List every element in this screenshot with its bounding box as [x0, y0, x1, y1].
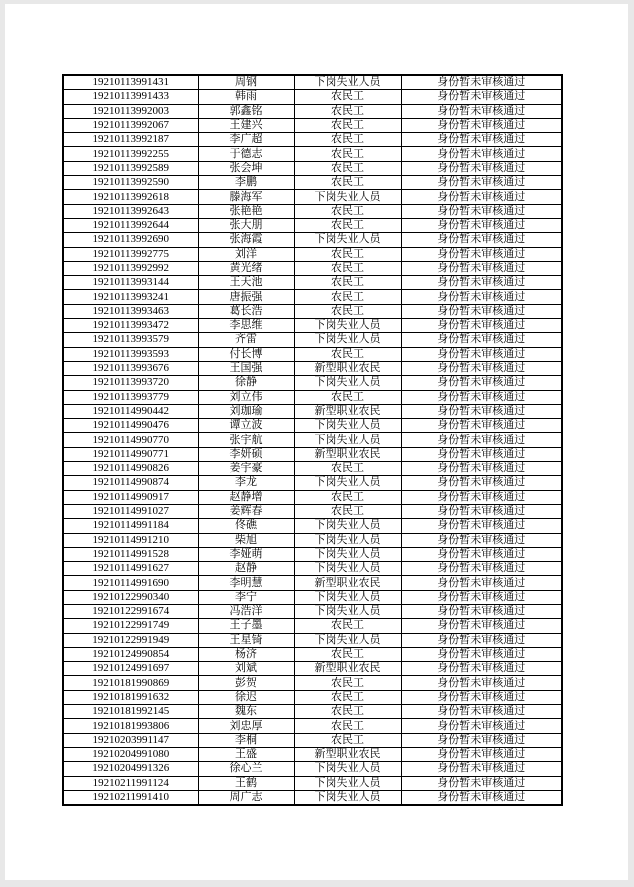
table-row — [63, 547, 562, 561]
cell-name: 李鹏 — [198, 176, 294, 190]
cell-name: 李龙 — [198, 476, 294, 490]
cell-status: 身份暂未审核通过 — [401, 519, 562, 533]
document-page — [5, 4, 628, 880]
cell-status: 身份暂未审核通过 — [401, 619, 562, 633]
cell-category: 农民工 — [294, 90, 401, 104]
cell-id: 19210204991080 — [63, 747, 198, 761]
cell-id: 19210113993463 — [63, 304, 198, 318]
table-row — [63, 276, 562, 290]
cell-category: 农民工 — [294, 719, 401, 733]
cell-id: 19210113992992 — [63, 261, 198, 275]
cell-name: 张海霞 — [198, 233, 294, 247]
table-row — [63, 390, 562, 404]
cell-category: 农民工 — [294, 304, 401, 318]
cell-name: 张艳艳 — [198, 204, 294, 218]
table-row — [63, 233, 562, 247]
cell-status: 身份暂未审核通过 — [401, 476, 562, 490]
cell-id: 19210113992590 — [63, 176, 198, 190]
cell-status: 身份暂未审核通过 — [401, 733, 562, 747]
cell-id: 19210113993579 — [63, 333, 198, 347]
table-row — [63, 533, 562, 547]
cell-id: 19210113992775 — [63, 247, 198, 261]
table-row — [63, 247, 562, 261]
cell-status: 身份暂未审核通过 — [401, 547, 562, 561]
cell-id: 19210181990869 — [63, 676, 198, 690]
cell-category: 下岗失业人员 — [294, 233, 401, 247]
cell-id: 19210181993806 — [63, 719, 198, 733]
cell-status: 身份暂未审核通过 — [401, 376, 562, 390]
table-row — [63, 376, 562, 390]
cell-status: 身份暂未审核通过 — [401, 347, 562, 361]
cell-status: 身份暂未审核通过 — [401, 633, 562, 647]
cell-id: 19210114991184 — [63, 519, 198, 533]
table-row — [63, 719, 562, 733]
cell-status: 身份暂未审核通过 — [401, 576, 562, 590]
cell-id: 19210113992690 — [63, 233, 198, 247]
cell-name: 赵静增 — [198, 490, 294, 504]
cell-status: 身份暂未审核通过 — [401, 133, 562, 147]
cell-status: 身份暂未审核通过 — [401, 790, 562, 805]
cell-category: 农民工 — [294, 490, 401, 504]
cell-id: 19210122991949 — [63, 633, 198, 647]
cell-name: 徐心兰 — [198, 762, 294, 776]
cell-status: 身份暂未审核通过 — [401, 504, 562, 518]
cell-category: 下岗失业人员 — [294, 433, 401, 447]
cell-category: 新型职业农民 — [294, 576, 401, 590]
cell-category: 下岗失业人员 — [294, 562, 401, 576]
cell-category: 农民工 — [294, 690, 401, 704]
cell-status: 身份暂未审核通过 — [401, 218, 562, 232]
cell-category: 农民工 — [294, 247, 401, 261]
cell-id: 19210114990476 — [63, 419, 198, 433]
cell-name: 刘珈瑜 — [198, 404, 294, 418]
cell-status: 身份暂未审核通过 — [401, 290, 562, 304]
cell-id: 19210113992187 — [63, 133, 198, 147]
cell-status: 身份暂未审核通过 — [401, 533, 562, 547]
cell-category: 农民工 — [294, 290, 401, 304]
cell-id: 19210114990771 — [63, 447, 198, 461]
cell-id: 19210114990770 — [63, 433, 198, 447]
cell-category: 下岗失业人员 — [294, 633, 401, 647]
cell-category: 下岗失业人员 — [294, 75, 401, 90]
cell-id: 19210204991326 — [63, 762, 198, 776]
cell-id: 19210114991690 — [63, 576, 198, 590]
cell-name: 刘斌 — [198, 662, 294, 676]
cell-name: 王国强 — [198, 361, 294, 375]
cell-status: 身份暂未审核通过 — [401, 419, 562, 433]
cell-status: 身份暂未审核通过 — [401, 75, 562, 90]
cell-category: 农民工 — [294, 733, 401, 747]
table-row — [63, 433, 562, 447]
cell-category: 下岗失业人员 — [294, 319, 401, 333]
cell-category: 下岗失业人员 — [294, 519, 401, 533]
cell-category: 农民工 — [294, 218, 401, 232]
cell-category: 农民工 — [294, 676, 401, 690]
cell-id: 19210211991410 — [63, 790, 198, 805]
cell-status: 身份暂未审核通过 — [401, 276, 562, 290]
cell-status: 身份暂未审核通过 — [401, 676, 562, 690]
cell-category: 下岗失业人员 — [294, 476, 401, 490]
cell-name: 谭立波 — [198, 419, 294, 433]
cell-status: 身份暂未审核通过 — [401, 404, 562, 418]
cell-id: 19210114991210 — [63, 533, 198, 547]
cell-category: 新型职业农民 — [294, 361, 401, 375]
table-row — [63, 576, 562, 590]
table-row — [63, 705, 562, 719]
cell-id: 19210124990854 — [63, 647, 198, 661]
cell-category: 下岗失业人员 — [294, 776, 401, 790]
cell-category: 农民工 — [294, 104, 401, 118]
cell-category: 新型职业农民 — [294, 404, 401, 418]
cell-status: 身份暂未审核通过 — [401, 204, 562, 218]
cell-id: 19210114991027 — [63, 504, 198, 518]
table-row — [63, 176, 562, 190]
cell-category: 农民工 — [294, 390, 401, 404]
table-row — [63, 404, 562, 418]
cell-category: 农民工 — [294, 147, 401, 161]
table-row — [63, 261, 562, 275]
cell-status: 身份暂未审核通过 — [401, 90, 562, 104]
table-row — [63, 662, 562, 676]
cell-category: 农民工 — [294, 204, 401, 218]
cell-status: 身份暂未审核通过 — [401, 747, 562, 761]
table-row — [63, 562, 562, 576]
table-row — [63, 747, 562, 761]
cell-status: 身份暂未审核通过 — [401, 776, 562, 790]
cell-id: 19210113992067 — [63, 118, 198, 132]
cell-category: 下岗失业人员 — [294, 419, 401, 433]
cell-name: 李宁 — [198, 590, 294, 604]
cell-id: 19210113993472 — [63, 319, 198, 333]
cell-status: 身份暂未审核通过 — [401, 104, 562, 118]
table-row — [63, 147, 562, 161]
cell-id: 19210113991431 — [63, 75, 198, 90]
cell-id: 19210113991433 — [63, 90, 198, 104]
cell-status: 身份暂未审核通过 — [401, 190, 562, 204]
cell-category: 农民工 — [294, 647, 401, 661]
cell-name: 刘忠厚 — [198, 719, 294, 733]
table-row — [63, 333, 562, 347]
cell-status: 身份暂未审核通过 — [401, 261, 562, 275]
cell-name: 葛长浩 — [198, 304, 294, 318]
cell-category: 下岗失业人员 — [294, 533, 401, 547]
cell-status: 身份暂未审核通过 — [401, 690, 562, 704]
cell-category: 新型职业农民 — [294, 662, 401, 676]
cell-id: 19210114990917 — [63, 490, 198, 504]
table-row — [63, 733, 562, 747]
cell-status: 身份暂未审核通过 — [401, 319, 562, 333]
cell-name: 杨济 — [198, 647, 294, 661]
cell-category: 新型职业农民 — [294, 447, 401, 461]
cell-name: 姜辉春 — [198, 504, 294, 518]
cell-category: 农民工 — [294, 705, 401, 719]
cell-id: 19210122990340 — [63, 590, 198, 604]
table-row — [63, 762, 562, 776]
cell-category: 农民工 — [294, 261, 401, 275]
cell-status: 身份暂未审核通过 — [401, 662, 562, 676]
cell-id: 19210181992145 — [63, 705, 198, 719]
table-row — [63, 361, 562, 375]
cell-name: 魏东 — [198, 705, 294, 719]
cell-category: 农民工 — [294, 462, 401, 476]
cell-category: 下岗失业人员 — [294, 376, 401, 390]
cell-category: 农民工 — [294, 347, 401, 361]
cell-status: 身份暂未审核通过 — [401, 647, 562, 661]
cell-id: 19210113992589 — [63, 161, 198, 175]
table-row — [63, 647, 562, 661]
table-row — [63, 676, 562, 690]
cell-name: 李妍硕 — [198, 447, 294, 461]
cell-name: 李娅萌 — [198, 547, 294, 561]
cell-status: 身份暂未审核通过 — [401, 604, 562, 618]
cell-id: 19210113993593 — [63, 347, 198, 361]
cell-id: 19210114990826 — [63, 462, 198, 476]
cell-name: 付长博 — [198, 347, 294, 361]
cell-id: 19210124991697 — [63, 662, 198, 676]
cell-name: 徐静 — [198, 376, 294, 390]
table-row — [63, 161, 562, 175]
cell-name: 赵静 — [198, 562, 294, 576]
cell-status: 身份暂未审核通过 — [401, 562, 562, 576]
cell-name: 王天池 — [198, 276, 294, 290]
table-row — [63, 619, 562, 633]
cell-id: 19210113993144 — [63, 276, 198, 290]
cell-name: 彭贺 — [198, 676, 294, 690]
cell-category: 农民工 — [294, 504, 401, 518]
cell-name: 徐迟 — [198, 690, 294, 704]
cell-status: 身份暂未审核通过 — [401, 304, 562, 318]
cell-name: 张会坤 — [198, 161, 294, 175]
table-row — [63, 604, 562, 618]
cell-name: 张大朋 — [198, 218, 294, 232]
cell-name: 王建兴 — [198, 118, 294, 132]
table-row — [63, 118, 562, 132]
cell-name: 姜宇豪 — [198, 462, 294, 476]
cell-name: 王星锜 — [198, 633, 294, 647]
cell-name: 周广志 — [198, 790, 294, 805]
cell-name: 张宇航 — [198, 433, 294, 447]
cell-name: 刘洋 — [198, 247, 294, 261]
cell-id: 19210113993241 — [63, 290, 198, 304]
cell-name: 李明慧 — [198, 576, 294, 590]
cell-id: 19210113993676 — [63, 361, 198, 375]
cell-category: 下岗失业人员 — [294, 333, 401, 347]
cell-category: 下岗失业人员 — [294, 590, 401, 604]
cell-status: 身份暂未审核通过 — [401, 161, 562, 175]
cell-id: 19210114990442 — [63, 404, 198, 418]
cell-category: 农民工 — [294, 619, 401, 633]
cell-id: 19210181991632 — [63, 690, 198, 704]
table-row — [63, 75, 562, 90]
cell-status: 身份暂未审核通过 — [401, 447, 562, 461]
table-row — [63, 90, 562, 104]
cell-category: 农民工 — [294, 161, 401, 175]
table-row — [63, 133, 562, 147]
cell-category: 农民工 — [294, 133, 401, 147]
table-row — [63, 204, 562, 218]
cell-name: 李桐 — [198, 733, 294, 747]
table-row — [63, 290, 562, 304]
cell-name: 韩雨 — [198, 90, 294, 104]
cell-category: 农民工 — [294, 276, 401, 290]
table-row — [63, 590, 562, 604]
table-row — [63, 790, 562, 805]
cell-status: 身份暂未审核通过 — [401, 176, 562, 190]
cell-name: 黄光绪 — [198, 261, 294, 275]
cell-category: 下岗失业人员 — [294, 547, 401, 561]
cell-category: 下岗失业人员 — [294, 762, 401, 776]
cell-category: 农民工 — [294, 176, 401, 190]
cell-id: 19210113992644 — [63, 218, 198, 232]
cell-category: 新型职业农民 — [294, 747, 401, 761]
cell-status: 身份暂未审核通过 — [401, 590, 562, 604]
cell-name: 滕海军 — [198, 190, 294, 204]
cell-id: 19210114991627 — [63, 562, 198, 576]
records-table-body — [63, 75, 562, 805]
cell-status: 身份暂未审核通过 — [401, 762, 562, 776]
table-row — [63, 190, 562, 204]
cell-name: 齐雷 — [198, 333, 294, 347]
cell-category: 下岗失业人员 — [294, 190, 401, 204]
table-row — [63, 490, 562, 504]
table-row — [63, 419, 562, 433]
cell-name: 周钢 — [198, 75, 294, 90]
table-row — [63, 447, 562, 461]
cell-id: 19210122991749 — [63, 619, 198, 633]
cell-status: 身份暂未审核通过 — [401, 118, 562, 132]
cell-status: 身份暂未审核通过 — [401, 719, 562, 733]
cell-status: 身份暂未审核通过 — [401, 390, 562, 404]
table-row — [63, 476, 562, 490]
cell-status: 身份暂未审核通过 — [401, 361, 562, 375]
table-row — [63, 519, 562, 533]
cell-status: 身份暂未审核通过 — [401, 433, 562, 447]
cell-name: 冯浩洋 — [198, 604, 294, 618]
cell-id: 19210113993720 — [63, 376, 198, 390]
records-table — [62, 74, 563, 806]
cell-id: 19210113992003 — [63, 104, 198, 118]
cell-name: 王盛 — [198, 747, 294, 761]
cell-status: 身份暂未审核通过 — [401, 247, 562, 261]
cell-status: 身份暂未审核通过 — [401, 705, 562, 719]
cell-name: 郭鑫铭 — [198, 104, 294, 118]
table-row — [63, 304, 562, 318]
table-row — [63, 776, 562, 790]
cell-status: 身份暂未审核通过 — [401, 233, 562, 247]
cell-category: 下岗失业人员 — [294, 790, 401, 805]
table-row — [63, 690, 562, 704]
cell-id: 19210113992618 — [63, 190, 198, 204]
cell-status: 身份暂未审核通过 — [401, 462, 562, 476]
cell-status: 身份暂未审核通过 — [401, 147, 562, 161]
cell-name: 唐振强 — [198, 290, 294, 304]
table-row — [63, 462, 562, 476]
cell-name: 刘立伟 — [198, 390, 294, 404]
table-row — [63, 104, 562, 118]
cell-id: 19210113992255 — [63, 147, 198, 161]
cell-name: 王鹤 — [198, 776, 294, 790]
cell-name: 李广超 — [198, 133, 294, 147]
table-row — [63, 504, 562, 518]
table-row — [63, 319, 562, 333]
cell-category: 农民工 — [294, 118, 401, 132]
table-row — [63, 633, 562, 647]
cell-status: 身份暂未审核通过 — [401, 490, 562, 504]
table-row — [63, 347, 562, 361]
cell-name: 佟礁 — [198, 519, 294, 533]
cell-category: 下岗失业人员 — [294, 604, 401, 618]
cell-status: 身份暂未审核通过 — [401, 333, 562, 347]
cell-id: 19210211991124 — [63, 776, 198, 790]
table-row — [63, 218, 562, 232]
cell-name: 于德志 — [198, 147, 294, 161]
cell-id: 19210203991147 — [63, 733, 198, 747]
cell-id: 19210114990874 — [63, 476, 198, 490]
cell-id: 19210122991674 — [63, 604, 198, 618]
cell-name: 李思维 — [198, 319, 294, 333]
cell-id: 19210113993779 — [63, 390, 198, 404]
cell-name: 柴旭 — [198, 533, 294, 547]
cell-name: 王子墨 — [198, 619, 294, 633]
cell-id: 19210114991528 — [63, 547, 198, 561]
cell-id: 19210113992643 — [63, 204, 198, 218]
